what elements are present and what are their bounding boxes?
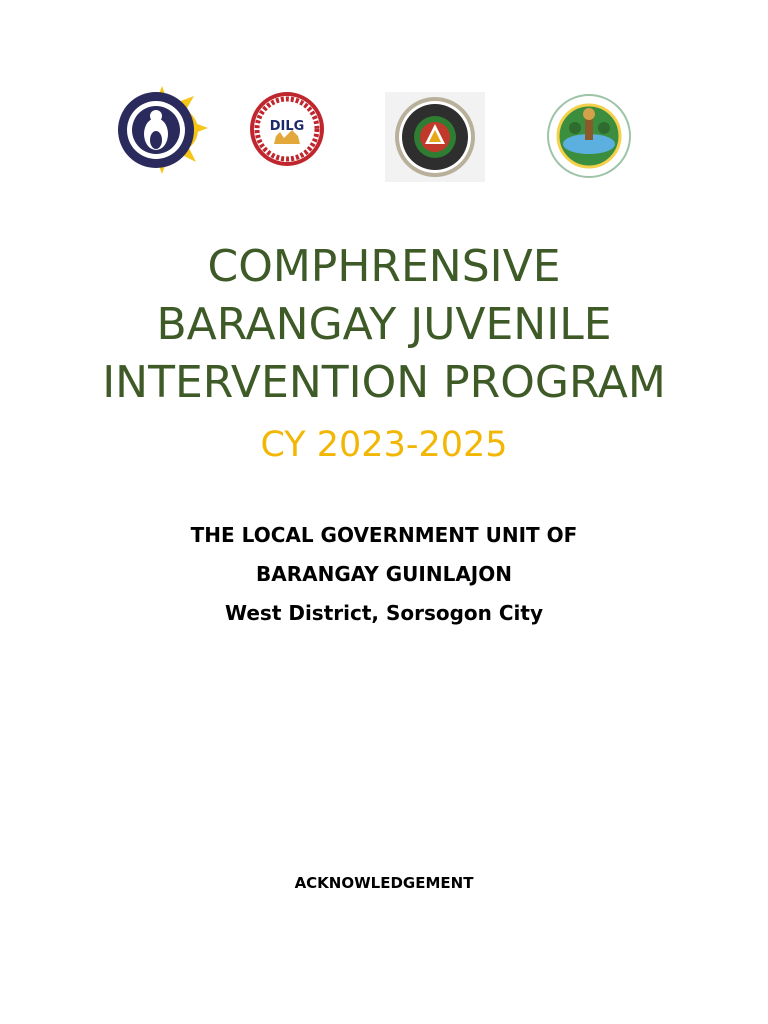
lgu-line-2: BARANGAY GUINLAJON — [255, 562, 512, 586]
document-title — [0, 238, 768, 412]
title-line-1: COMPHRENSIVE — [207, 241, 561, 292]
title-line-3: INTERVENTION PROGRAM — [102, 357, 666, 408]
program-period: CY 2023-2025 — [260, 425, 508, 465]
lgu-line-3: West District, Sorsogon City — [225, 601, 543, 625]
lgu-block — [0, 516, 768, 633]
lgu-line-1: THE LOCAL GOVERNMENT UNIT OF — [190, 523, 578, 547]
acknowledgement-heading: ACKNOWLEDGEMENT — [294, 874, 474, 892]
dilg-seal-text: DILG — [269, 119, 305, 134]
barangay-guinlajon-seal-icon — [547, 94, 631, 178]
jjwc-seal-icon — [114, 82, 210, 178]
dilg-seal-icon — [248, 90, 326, 168]
logo-row — [0, 80, 768, 190]
sorsogon-city-seal-icon — [385, 92, 485, 182]
title-line-2: BARANGAY JUVENILE — [156, 299, 612, 350]
